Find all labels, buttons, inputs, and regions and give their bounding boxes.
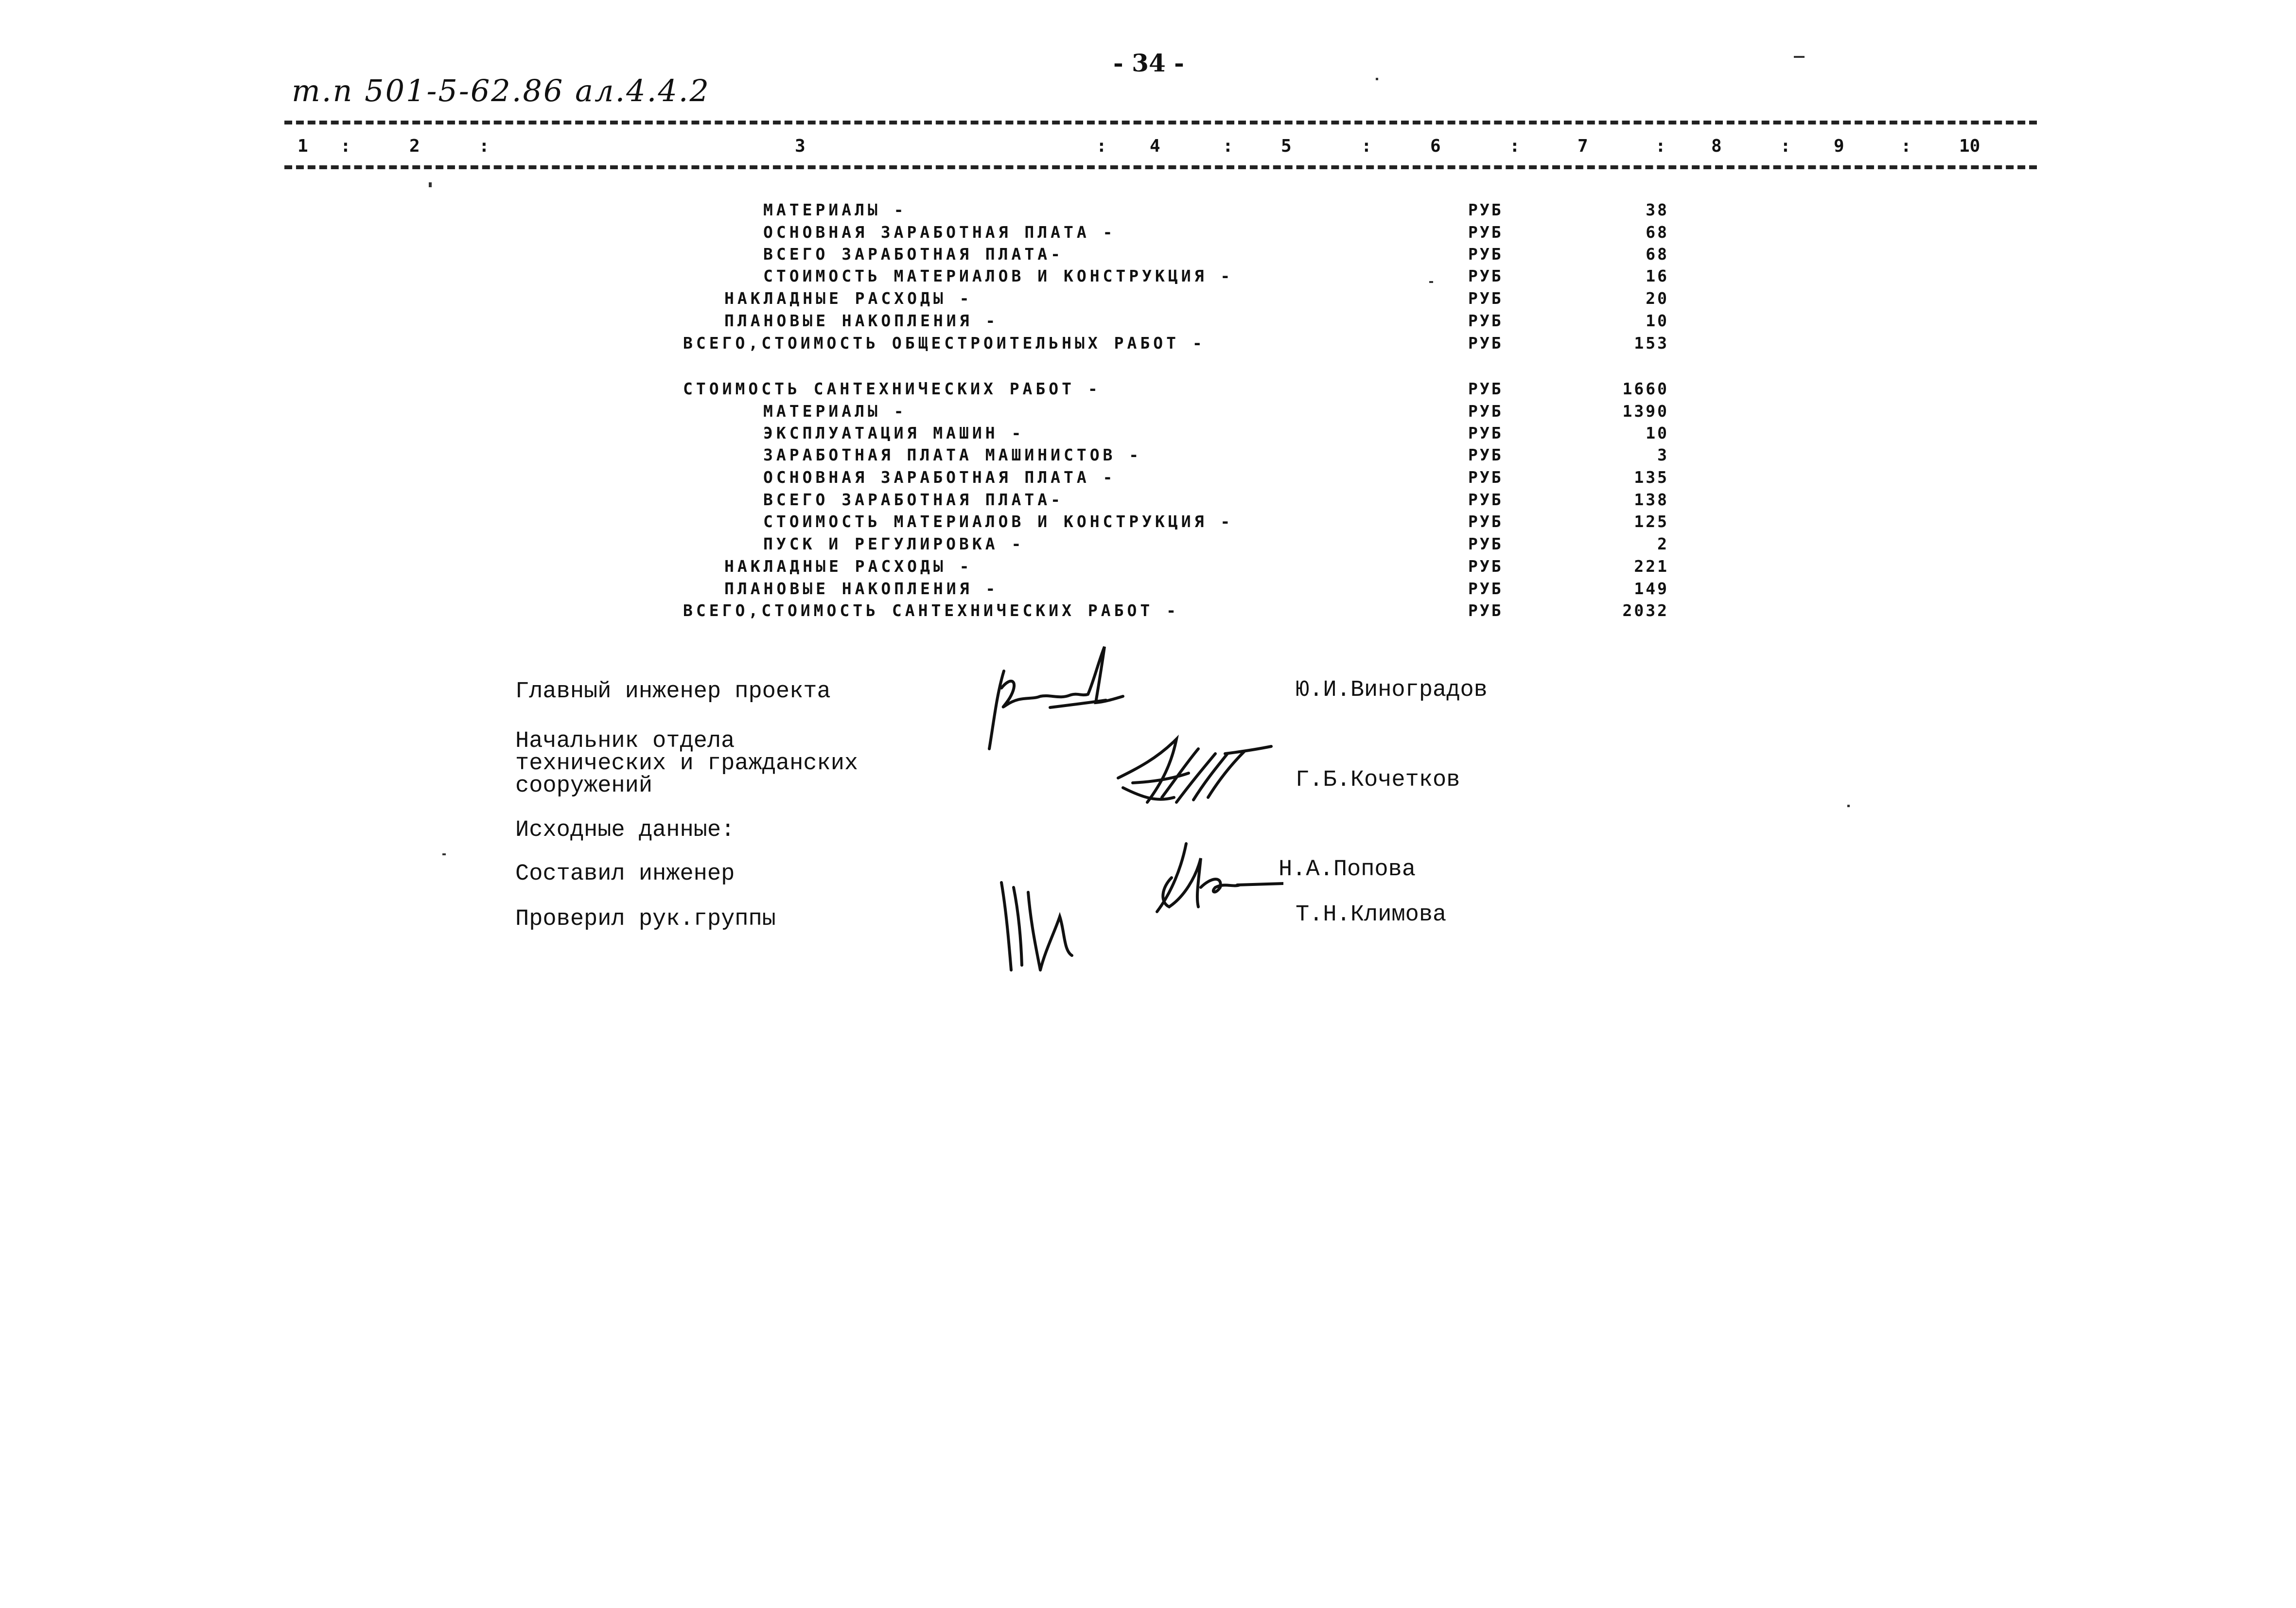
column-number-4: 4	[1150, 136, 1160, 156]
row-label: ОСНОВНАЯ ЗАРАБОТНАЯ ПЛАТА -	[763, 468, 1116, 487]
row-unit: РУБ	[1468, 601, 1503, 620]
row-unit: РУБ	[1468, 266, 1503, 285]
row-unit: РУБ	[1468, 289, 1503, 308]
chief-engineer-label: Главный инженер проекта	[515, 679, 831, 705]
row-unit: РУБ	[1468, 379, 1503, 398]
row-value: 3	[1657, 445, 1669, 464]
row-value: 68	[1646, 223, 1669, 242]
scan-speck	[1376, 78, 1378, 80]
row-value: 10	[1646, 311, 1669, 330]
row-unit: РУБ	[1468, 579, 1503, 598]
row-label: ВСЕГО ЗАРАБОТНАЯ ПЛАТА-	[763, 490, 1064, 509]
row-unit: РУБ	[1468, 334, 1503, 353]
row-unit: РУБ	[1468, 245, 1503, 264]
row-label: НАКЛАДНЫЕ РАСХОДЫ -	[724, 289, 973, 308]
row-label: МАТЕРИАЛЫ -	[763, 402, 907, 421]
document-code: т.п 501-5-62.86 ал.4.4.2	[292, 73, 710, 108]
column-number-1: 1	[298, 136, 308, 156]
row-label: ОСНОВНАЯ ЗАРАБОТНАЯ ПЛАТА -	[763, 223, 1116, 242]
column-separator: :	[1509, 136, 1520, 156]
row-label: ВСЕГО,СТОИМОСТЬ ОБЩЕСТРОИТЕЛЬНЫХ РАБОТ -	[683, 334, 1206, 353]
row-value: 1660	[1622, 379, 1669, 398]
column-number-9: 9	[1834, 136, 1844, 156]
row-value: 20	[1646, 289, 1669, 308]
row-unit: РУБ	[1468, 557, 1503, 576]
row-label: СТОИМОСТЬ МАТЕРИАЛОВ И КОНСТРУКЦИЯ -	[763, 266, 1234, 285]
scan-speck	[1794, 56, 1805, 58]
row-label: ПЛАНОВЫЕ НАКОПЛЕНИЯ -	[724, 311, 999, 330]
column-separator: :	[1655, 136, 1666, 156]
row-unit: РУБ	[1468, 445, 1503, 464]
checked-by-name: Т.Н.Климова	[1296, 902, 1447, 928]
column-separator: :	[479, 136, 490, 156]
row-label: ЭКСПЛУАТАЦИЯ МАШИН -	[763, 424, 1025, 442]
column-separator: :	[340, 136, 351, 156]
row-unit: РУБ	[1468, 200, 1503, 219]
row-value: 135	[1634, 468, 1669, 487]
column-separator: :	[1901, 136, 1911, 156]
chief-engineer-name: Ю.И.Виноградов	[1296, 677, 1488, 703]
row-value: 2032	[1622, 601, 1669, 620]
row-unit: РУБ	[1468, 512, 1503, 531]
row-value: 125	[1634, 512, 1669, 531]
row-label: ПЛАНОВЫЕ НАКОПЛЕНИЯ -	[724, 579, 999, 598]
row-label: ЗАРАБОТНАЯ ПЛАТА МАШИНИСТОВ -	[763, 445, 1142, 464]
row-label: ВСЕГО ЗАРАБОТНАЯ ПЛАТА-	[763, 245, 1064, 264]
row-unit: РУБ	[1468, 490, 1503, 509]
page-number: - 34 -	[1113, 49, 1184, 77]
source-data-label: Исходные данные:	[515, 817, 735, 843]
column-number-3: 3	[795, 136, 806, 156]
row-label: СТОИМОСТЬ САНТЕХНИЧЕСКИХ РАБОТ -	[683, 379, 1101, 398]
scan-speck	[1847, 805, 1850, 807]
row-label: ВСЕГО,СТОИМОСТЬ САНТЕХНИЧЕСКИХ РАБОТ -	[683, 601, 1179, 620]
row-value: 149	[1634, 579, 1669, 598]
table-header-top-rule	[284, 121, 2037, 124]
column-number-5: 5	[1281, 136, 1292, 156]
row-label: СТОИМОСТЬ МАТЕРИАЛОВ И КОНСТРУКЦИЯ -	[763, 512, 1234, 531]
row-label: НАКЛАДНЫЕ РАСХОДЫ -	[724, 557, 973, 576]
checked-by-label: Проверил рук.группы	[515, 906, 776, 932]
column-number-6: 6	[1430, 136, 1441, 156]
row-unit: РУБ	[1468, 534, 1503, 553]
row-unit: РУБ	[1468, 468, 1503, 487]
row-value: 2	[1657, 534, 1669, 553]
row-unit: РУБ	[1468, 424, 1503, 442]
scan-speck	[429, 182, 432, 187]
row-value: 68	[1646, 245, 1669, 264]
table-header-bottom-rule	[284, 165, 2037, 169]
row-value: 10	[1646, 424, 1669, 442]
row-value: 38	[1646, 200, 1669, 219]
row-value: 153	[1634, 334, 1669, 353]
checker-signature-icon	[992, 873, 1084, 975]
column-number-8: 8	[1711, 136, 1722, 156]
dept-head-signature-icon	[1104, 724, 1279, 812]
scan-speck	[1429, 281, 1433, 283]
dept-head-name: Г.Б.Кочетков	[1296, 767, 1460, 793]
row-value: 221	[1634, 557, 1669, 576]
scan-speck	[442, 853, 446, 855]
column-number-7: 7	[1577, 136, 1588, 156]
column-separator: :	[1096, 136, 1107, 156]
row-label: ПУСК И РЕГУЛИРОВКА -	[763, 534, 1025, 553]
row-unit: РУБ	[1468, 311, 1503, 330]
compiler-signature-icon	[1142, 839, 1283, 921]
column-separator: :	[1223, 136, 1233, 156]
column-number-10: 10	[1959, 136, 1981, 156]
column-number-2: 2	[409, 136, 420, 156]
row-unit: РУБ	[1468, 402, 1503, 421]
row-label: МАТЕРИАЛЫ -	[763, 200, 907, 219]
row-value: 1390	[1622, 402, 1669, 421]
row-value: 16	[1646, 266, 1669, 285]
column-separator: :	[1780, 136, 1791, 156]
compiled-by-name: Н.А.Попова	[1279, 857, 1416, 883]
row-unit: РУБ	[1468, 223, 1503, 242]
row-value: 138	[1634, 490, 1669, 509]
compiled-by-label: Составил инженер	[515, 861, 735, 887]
dept-head-label: Начальник отдела технических и гражданских сооружений	[515, 728, 859, 799]
column-separator: :	[1361, 136, 1372, 156]
